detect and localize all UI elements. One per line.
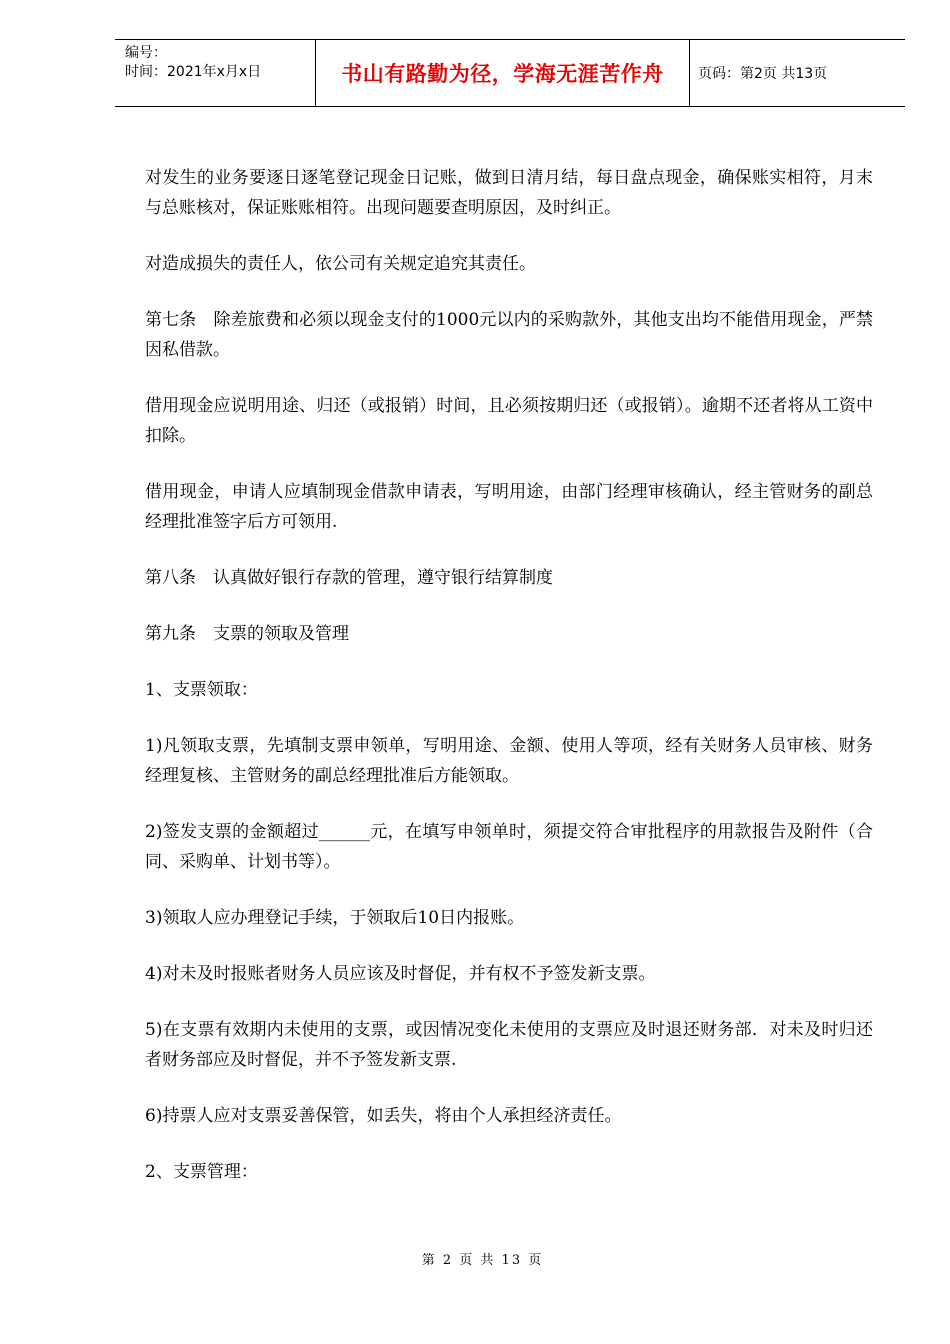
body-paragraph: 第九条 支票的领取及管理 (145, 624, 349, 644)
body-paragraph: 1)凡领取支票，先填制支票申领单，写明用途、金额、使用人等项，经有关财务人员审核、财务经理复核、主管财务的副总经理批准后方能领取。 (145, 736, 873, 786)
body-paragraph: 借用现金，申请人应填制现金借款申请表，写明用途，由部门经理审核确认，经主管财务的副总经理批准签字后方可领用. (145, 482, 873, 532)
document-number-label: 编号： (125, 45, 167, 61)
body-paragraph: 第八条 认真做好银行存款的管理，遵守银行结算制度 (145, 568, 553, 588)
body-paragraph: 对造成损失的责任人，依公司有关规定追究其责任。 (145, 254, 536, 274)
body-paragraph: 6)持票人应对支票妥善保管，如丢失，将由个人承担经济责任。 (145, 1106, 622, 1126)
document-time-label: 时间：2021年x月x日 (125, 64, 262, 80)
body-paragraph: 1、支票领取： (145, 680, 258, 700)
header-motto: 书山有路勤为径，学海无涯苦作舟 (316, 40, 690, 106)
body-paragraph: 对发生的业务要逐日逐笔登记现金日记账，做到日清月结，每日盘点现金，确保账实相符，月末与总账核对，保证账账相符。出现问题要查明原因，及时纠正。 (145, 168, 873, 218)
body-paragraph: 2)签发支票的金额超过______元，在填写申领单时，须提交符合审批程序的用款报告及附件（合同、采购单、计划书等）。 (145, 822, 873, 872)
body-paragraph: 借用现金应说明用途、归还（或报销）时间，且必须按期归还（或报销）。逾期不还者将从工资中扣除。 (145, 396, 873, 446)
body-paragraph: 5)在支票有效期内未使用的支票，或因情况变化未使用的支票应及时退还财务部．对未及时归还者财务部应及时督促，并不予签发新支票. (145, 1020, 873, 1070)
body-paragraph: 2、支票管理： (145, 1162, 258, 1182)
body-paragraph: 4)对未及时报账者财务人员应该及时督促，并有权不予签发新支票。 (145, 964, 656, 984)
body-paragraph: 第七条 除差旅费和必须以现金支付的1000元以内的采购款外，其他支出均不能借用现金，严禁因私借款。 (145, 310, 873, 360)
header-meta-cell (115, 40, 316, 106)
document-body (145, 163, 873, 1213)
page-header (115, 39, 905, 107)
header-page-info: 页码：第2页 共13页 (698, 66, 828, 82)
body-paragraph: 3)领取人应办理登记手续，于领取后10日内报账。 (145, 908, 525, 928)
page-footer: 第 2 页 共 13 页 (421, 1253, 544, 1268)
